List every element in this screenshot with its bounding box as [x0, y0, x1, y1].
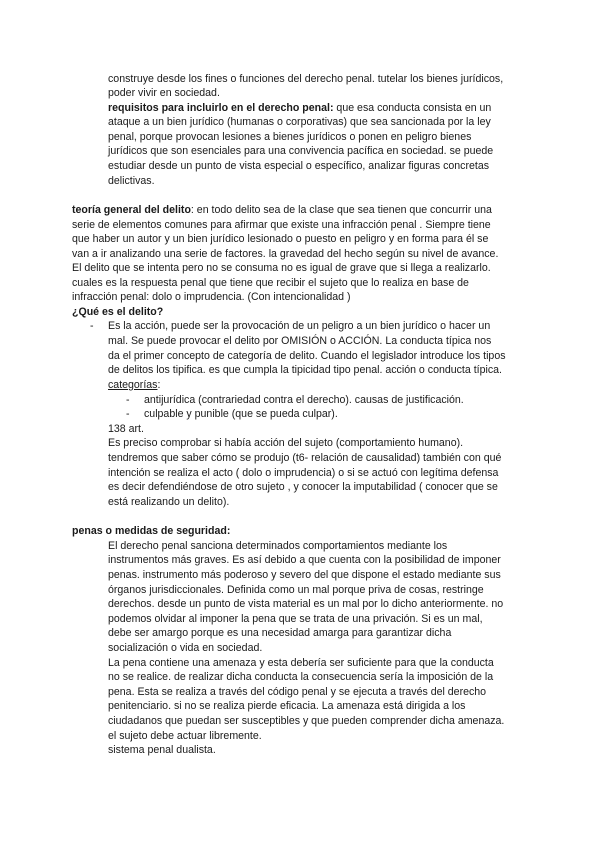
paragraph-line: El delito que se intenta pero no se consuma no es igual de grave que si llega a realizarlo.	[72, 262, 491, 274]
paragraph-line: El derecho penal sanciona determinados comportamientos mediante los	[108, 540, 448, 552]
paragraph-line: es decir defendiéndose de otro sujeto , y conocer la imputabilidad ( conocer que se	[108, 481, 498, 493]
paragraph-line: penitenciario. si no se realiza pierde eficacia. La amenaza está dirigida a los	[108, 700, 466, 712]
paragraph-line: que haber un autor y un bien jurídico lesionado o puesto en peligro y en forma para él se	[72, 233, 489, 245]
que-es-delito-heading: ¿Qué es el delito?	[72, 306, 164, 318]
teoria-heading: teoría general del delito	[72, 204, 191, 216]
paragraph-line: instrumentos más graves. Es así debido a que cuenta con la posibilidad de imponer	[108, 554, 501, 566]
categorias-line	[108, 379, 160, 392]
paragraph-line: de delitos los tipifica. es que cumpla la tipicidad tipo penal. acción o conducta típica.	[108, 364, 502, 376]
paragraph-line: Es la acción, puede ser la provocación de un peligro a un bien jurídico o hacer un	[108, 320, 491, 332]
paragraph-line: ciudadanos que puedan ser susceptibles y que pueden comprender dicha amenaza.	[108, 715, 505, 727]
categoria-item: culpable y punible (que se pueda culpar).	[144, 408, 338, 420]
paragraph-line: podemos olvidar al imponer la pena que se trata de una privación. Si es un mal,	[108, 613, 483, 625]
paragraph-line: el sujeto debe actuar libremente.	[108, 730, 262, 742]
paragraph-line: no se realice. de realizar dicha conducta la consecuencia sería la imposición de la	[108, 671, 494, 683]
paragraph-line: Es preciso comprobar si había acción del sujeto (comportamiento humano).	[108, 437, 464, 449]
paragraph-line: cuales es la respuesta penal que tiene que recibir el sujeto que lo realiza en base de	[72, 277, 469, 289]
paragraph-line: está realizando un delito).	[108, 496, 230, 508]
paragraph-line: intención se realiza el acto ( dolo o imprudencia) o si se actuó con legítima defensa	[108, 467, 499, 479]
paragraph-line: órganos jurisdiccionales. Definida como un mal porque priva de cosas, restringe	[108, 584, 484, 596]
paragraph-line: debe ser amargo porque es una necesidad amarga para garantizar dicha	[108, 627, 452, 639]
paragraph-line: infracción penal: dolo o imprudencia. (Con intencionalidad )	[72, 291, 351, 303]
list-dash: -	[90, 320, 94, 332]
paragraph-line: penal, porque provocan lesiones a bienes jurídicos o ponen en peligro bienes	[108, 131, 472, 143]
paragraph-line: penas. instrumento más poderoso y severo del que dispone el estado mediante sus	[108, 569, 501, 581]
paragraph-line: estudiar desde un punto de vista especial o específico, analizar figuras concretas	[108, 160, 490, 172]
list-dash: -	[126, 408, 130, 420]
paragraph-line: pena. Esta se realiza a través del código penal y se ejecuta a través del derecho	[108, 686, 487, 698]
paragraph-line: 138 art.	[108, 423, 144, 435]
paragraph-line: tendremos que saber cómo se produjo (t6- relación de causalidad) también con qué	[108, 452, 502, 464]
teoria-line	[72, 204, 492, 217]
paragraph-line: serie de elementos comunes para afirmar que existe una infracción penal . Siempre tiene	[72, 219, 491, 231]
categorias-label: categorías	[108, 379, 158, 391]
paragraph-line: mal. Se puede provocar el delito por OMISIÓN o ACCIÓN. La conducta típica nos	[108, 335, 492, 347]
paragraph-line: da el primer concepto de categoría de delito. Cuando el legislador introduce los tipos	[108, 350, 506, 362]
paragraph-line: delictivas.	[108, 175, 155, 187]
paragraph-line: socialización o vida en sociedad.	[108, 642, 263, 654]
paragraph-line: derechos. desde un punto de vista material es un mal por lo dicho anteriormente. no	[108, 598, 504, 610]
paragraph-line: ataque a un bien jurídico (humanas o corporativas) que sea sancionada por la ley	[108, 116, 491, 128]
requisitos-line	[108, 102, 491, 115]
paragraph-line: La pena contiene una amenaza y esta debería ser suficiente para que la conducta	[108, 657, 494, 669]
paragraph-line: van a ir analizando una serie de factores. la gravedad del hecho según su nivel de avance.	[72, 248, 499, 260]
paragraph-line: poder vivir en sociedad.	[108, 87, 220, 99]
requisitos-text: que esa conducta consista en un	[333, 102, 492, 114]
requisitos-heading: requisitos para incluirlo en el derecho penal:	[108, 102, 334, 114]
categorias-colon: :	[157, 379, 161, 391]
categoria-item: antijurídica (contrariedad contra el derecho). causas de justificación.	[144, 394, 464, 406]
penas-heading: penas o medidas de seguridad:	[72, 525, 231, 537]
list-dash: -	[126, 394, 130, 406]
paragraph-line: construye desde los fines o funciones del derecho penal. tutelar los bienes jurídicos,	[108, 73, 504, 85]
teoria-text: : en todo delito sea de la clase que sea tienen que concurrir una	[190, 204, 492, 216]
paragraph-line: jurídicos que son esenciales para una convivencia pacífica en sociedad. se puede	[108, 145, 494, 157]
paragraph-line: sistema penal dualista.	[108, 744, 216, 756]
